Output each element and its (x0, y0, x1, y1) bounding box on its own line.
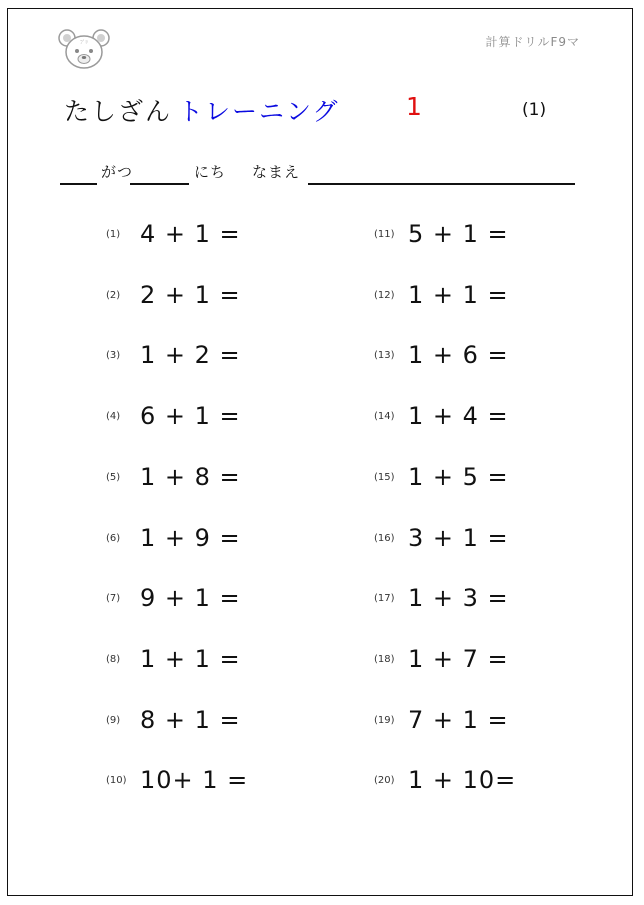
problem-number: (17) (374, 593, 395, 605)
svg-text:ﾌﾟﾘ: ﾌﾟﾘ (80, 40, 88, 46)
problem-expression: 3 + 1 = (408, 523, 509, 552)
problem-number: (20) (374, 775, 395, 787)
title-main: たしざん (64, 97, 173, 126)
problem-number: (8) (106, 653, 121, 665)
problem-number: (1) (106, 229, 121, 240)
day-blank[interactable] (130, 183, 189, 185)
problem-expression: 1 + 9 = (140, 523, 241, 552)
problem-number: (5) (106, 471, 121, 483)
problem-number: (19) (374, 714, 395, 726)
problem-expression: 7 + 1 = (408, 705, 509, 734)
bear-logo-icon (57, 29, 111, 71)
problem-expression: 1 + 7 = (408, 644, 509, 673)
problem-number: (16) (374, 532, 395, 544)
page-title (64, 92, 424, 128)
problem-number: (9) (106, 714, 121, 726)
problem-expression: 5 + 1 = (408, 220, 509, 248)
problem-number: (12) (374, 289, 395, 301)
name-label: なまえ (252, 163, 301, 181)
problem-number: (7) (106, 593, 121, 605)
problem-expression: 1 + 6 = (408, 341, 509, 370)
sheet-number: (1) (522, 100, 547, 120)
problem-number: (18) (374, 653, 395, 665)
month-label: がつ (101, 163, 134, 181)
problem-expression: 1 + 2 = (140, 341, 241, 370)
problem-number: (13) (374, 350, 395, 362)
problem-number: (3) (106, 350, 121, 362)
problem-number: (2) (106, 289, 121, 301)
problem-number: (10) (106, 775, 127, 787)
problem-expression: 4 + 1 = (140, 220, 241, 248)
problem-expression: 1 + 5 = (408, 462, 509, 491)
problem-expression: 6 + 1 = (140, 402, 241, 431)
problem-number: (14) (374, 411, 395, 423)
problem-expression: 8 + 1 = (140, 705, 241, 734)
drill-code: 計算ドリルF9マ (485, 35, 580, 49)
problem-expression: 1 + 8 = (140, 462, 241, 491)
problem-expression: 1 + 3 = (408, 584, 509, 613)
problem-number: (15) (374, 471, 395, 483)
problem-expression: 1 + 1 = (140, 644, 241, 673)
problem-expression: 1 + 4 = (408, 402, 509, 431)
title-sub: トレーニング (178, 97, 340, 126)
problem-expression: 9 + 1 = (140, 584, 241, 613)
title-level: 1 (406, 92, 424, 121)
problem-number: (4) (106, 411, 121, 423)
name-blank[interactable] (308, 183, 575, 185)
problem-expression: 1 + 1 = (408, 280, 509, 309)
problem-expression: 1 + 10= (408, 766, 517, 795)
problem-expression: 10+ 1 = (140, 766, 249, 795)
problem-number: (11) (374, 229, 395, 240)
problem-number: (6) (106, 532, 121, 544)
worksheet-page (7, 8, 633, 896)
day-label: にち (194, 163, 227, 181)
problem-expression: 2 + 1 = (140, 280, 241, 309)
month-blank[interactable] (60, 183, 97, 185)
